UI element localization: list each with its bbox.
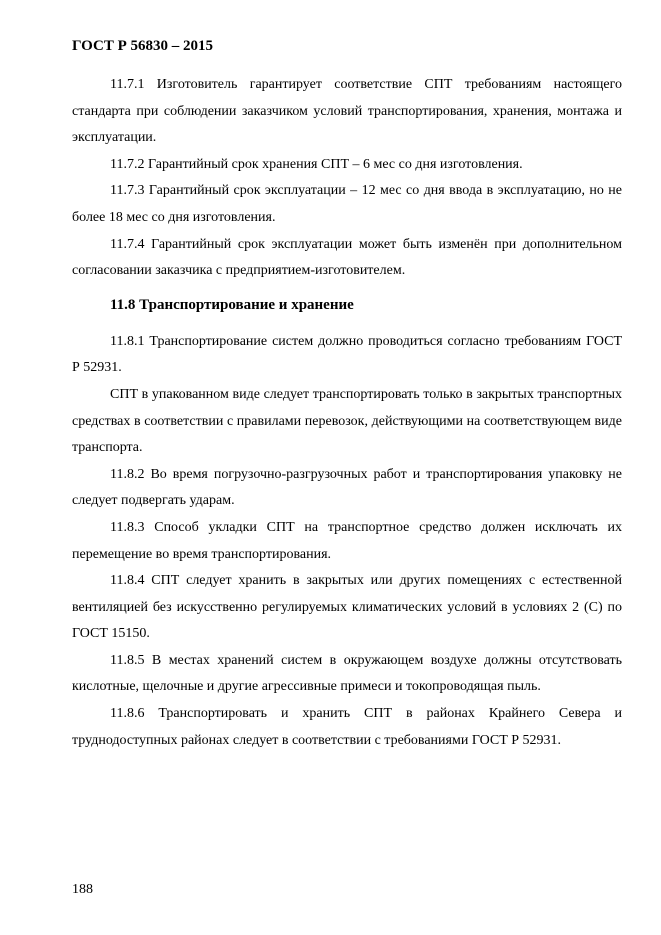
paragraph-11-8-6: 11.8.6 Транспортировать и хранить СПТ в районах Крайнего Севера и труднодоступных районах следует в соответствии с требованиями ГОСТ Р 52931. (72, 706, 622, 748)
page-number: 188 (72, 882, 93, 897)
paragraph-11-7-3: 11.7.3 Гарантийный срок эксплуатации – 12 мес со дня ввода в эксплуатацию, но не более 18 мес со дня изготовления. (72, 183, 622, 225)
document-body (72, 72, 622, 754)
paragraph-11-8-1: 11.8.1 Транспортирование систем должно проводиться согласно требованиям ГОСТ Р 52931. (72, 333, 622, 376)
paragraph-11-7-2: 11.7.2 Гарантийный срок хранения СПТ – 6 мес со дня изготовления. (110, 156, 523, 172)
paragraph-transport-packed: СПТ в упакованном виде следует транспортировать только в закрытых транспортных средствах в соответствии с правилами перевозок, действующими на соответствующем виде транспорта. (72, 386, 622, 456)
paragraph-11-8-4: 11.8.4 СПТ следует хранить в закрытых или других помещениях с естественной вентиляцией без искусственно регулируемых климатических условий в условиях 2 (С) по ГОСТ 15150. (72, 573, 622, 642)
paragraph-11-8-3: 11.8.3 Способ укладки СПТ на транспортное средство должен исключать их перемещение во время транспортирования. (72, 519, 622, 562)
paragraph-11-8-2: 11.8.2 Во время погрузочно-разгрузочных работ и транспортирования упаковку не следует подвергать ударам. (72, 466, 622, 509)
document-header: ГОСТ Р 56830 – 2015 (72, 38, 214, 54)
paragraph-11-8-5: 11.8.5 В местах хранений систем в окружающем воздухе должны отсутствовать кислотные, щелочные и другие агрессивные примеси и токопроводящая пыль. (72, 652, 622, 695)
section-heading-11-8: 11.8 Транспортирование и хранение (110, 296, 354, 313)
paragraph-11-7-4: 11.7.4 Гарантийный срок эксплуатации может быть изменён при дополнительном согласовании заказчика с предприятием-изготовителем. (72, 236, 622, 279)
paragraph-11-7-1: 11.7.1 Изготовитель гарантирует соответствие СПТ требованиям настоящего стандарта при соблюдении заказчиком условий транспортирования, хранения, монтажа и эксплуатации. (72, 77, 622, 146)
